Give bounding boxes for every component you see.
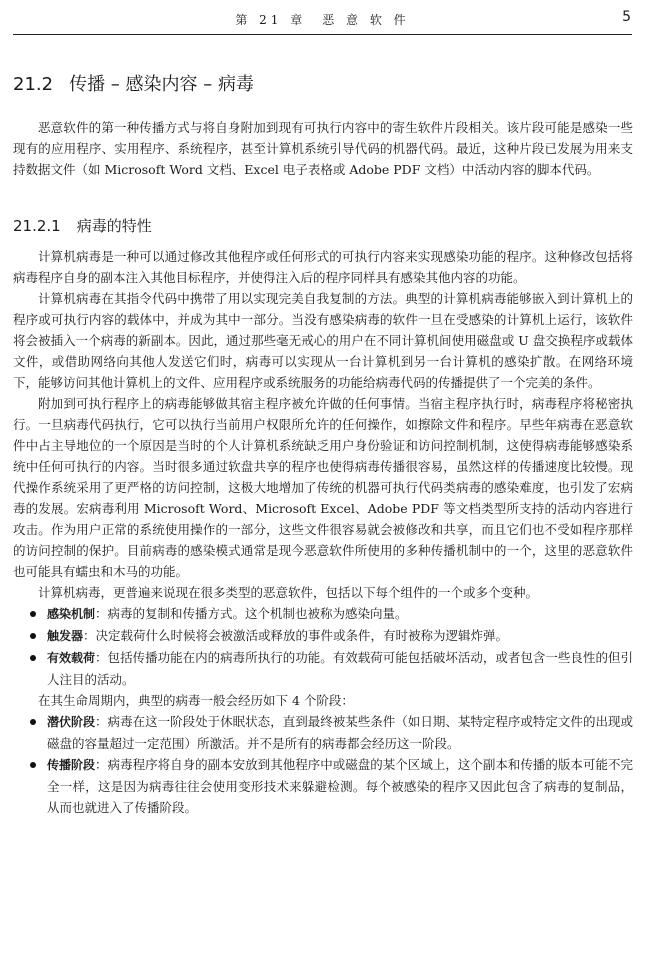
running-header bbox=[13, 8, 632, 35]
body-paragraph: 附加到可执行程序上的病毒能够做其宿主程序被允许做的任何事情。当宿主程序执行时，病毒程序将秘密执行。一旦病毒代码执行，它可以执行当前用户权限所允许的任何操作，如擦除文件和程序。早些年病毒在恶意软件中占主导地位的一个原因是当时的个人计算机系统缺乏用户身份验证和访问控制机制，这使得病毒能够感染系统中任何可执行的内容。当时很多通过软盘共享的程序也使得病毒传播很容易，虽然这样的传播速度比较慢。现代操作系统采用了更严格的访问控制，这极大地增加了传统的机器可执行代码类病毒的感染难度，也引发了宏病毒的发展。宏病毒利用 Microsoft Word、Microsoft Excel、Adobe PDF 等文档类型所支持的活动内容进行攻击。作为用户正常的系统使用操作的一部分，这些文件很容易就会被修改和共享，而且它们也不受如程序那样的访问控制的保护。目前病毒的感染模式通常是现今恶意软件所使用的多种传播机制中的一个，这里的恶意软件也可能具有蠕虫和木马的功能。 bbox=[13, 396, 633, 579]
section-heading bbox=[13, 70, 254, 96]
component-term: 感染机制 bbox=[47, 607, 96, 621]
subsection-title: 病毒的特性 bbox=[76, 217, 152, 235]
phase-term: 传播阶段 bbox=[47, 758, 96, 772]
list-item bbox=[13, 754, 633, 818]
page-number: 5 bbox=[622, 9, 631, 25]
virus-components-list bbox=[13, 603, 633, 690]
list-item bbox=[13, 625, 633, 647]
body-paragraph: 计算机病毒，更普遍来说现在很多类型的恶意软件，包括以下每个组件的一个或多个变种。 bbox=[38, 585, 539, 600]
phase-description: ：病毒在这一阶段处于休眠状态，直到最终被某些条件（如日期、某特定程序或特定文件的出现或磁盘的容量超过一定范围）所激活。并不是所有的病毒都会经历这一阶段。 bbox=[47, 714, 633, 751]
phases-intro-paragraph: 在其生命周期内，典型的病毒一般会经历如下 4 个阶段： bbox=[38, 693, 354, 708]
bullet-icon bbox=[30, 633, 36, 639]
section-number: 21.2 bbox=[13, 74, 54, 95]
section-title: 传播 – 感染内容 – 病毒 bbox=[69, 74, 254, 95]
component-term: 有效载荷 bbox=[47, 651, 96, 665]
component-description: ：包括传播功能在内的病毒所执行的功能。有效载荷可能包括破坏活动，或者包含一些良性的但引人注目的活动。 bbox=[47, 650, 633, 687]
bullet-icon bbox=[30, 762, 36, 768]
bullet-icon bbox=[30, 719, 36, 725]
phase-term: 潜伏阶段 bbox=[47, 715, 96, 729]
subsection-body bbox=[13, 246, 633, 818]
subsection-heading bbox=[13, 215, 152, 236]
body-paragraph: 计算机病毒在其指令代码中携带了用以实现完美自我复制的方法。典型的计算机病毒能够嵌入到计算机上的程序或可执行内容的载体中，并成为其中一部分。当没有感染病毒的软件一旦在受感染的计算机上运行，该软件将会被插入一个病毒的新副本。因此，通过那些毫无戒心的用户在不同计算机间使用磁盘或 U 盘交换程序或载体文件，或借助网络向其他人发送它们时，病毒可以实现从一台计算机到另一台计算机的感染扩散。在网络环境下，能够访问其他计算机上的文件、应用程序或系统服务的功能给病毒代码的传播提供了一个完美的条件。 bbox=[13, 291, 633, 390]
bullet-icon bbox=[30, 655, 36, 661]
phase-description: ：病毒程序将自身的副本安放到其他程序中或磁盘的某个区域上，这个副本和传播的版本可能不完全一样，这是因为病毒往往会使用变形技术来躲避检测。每个被感染的程序又因此包含了病毒的复制品，从而也就进入了传播阶段。 bbox=[47, 757, 633, 815]
component-term: 触发器 bbox=[47, 629, 84, 643]
bullet-icon bbox=[30, 611, 36, 617]
chapter-running-title: 第 21 章 恶 意 软 件 bbox=[235, 13, 410, 27]
section-intro-block bbox=[13, 117, 633, 180]
list-item bbox=[13, 647, 633, 690]
body-paragraph: 计算机病毒是一种可以通过修改其他程序或任何形式的可执行内容来实现感染功能的程序。这种修改包括将病毒程序自身的副本注入其他目标程序，并使得注入后的程序同样具有感染其他内容的功能。 bbox=[13, 249, 633, 285]
subsection-number: 21.2.1 bbox=[13, 217, 61, 235]
virus-phases-list bbox=[13, 711, 633, 818]
list-item bbox=[13, 603, 633, 625]
list-item bbox=[13, 711, 633, 754]
section-intro-paragraph: 恶意软件的第一种传播方式与将自身附加到现有可执行内容中的寄生软件片段相关。该片段可能是感染一些现有的应用程序、实用程序、系统程序，甚至计算机系统引导代码的机器代码。最近，这种片段已发展为用来支持数据文件（如 Microsoft Word 文档、Excel 电子表格或 Adobe PDF 文档）中活动内容的脚本代码。 bbox=[13, 120, 633, 177]
component-description: ：病毒的复制和传播方式。这个机制也被称为感染向量。 bbox=[95, 606, 408, 621]
component-description: ：决定载荷什么时候将会被激活或释放的事件或条件，有时被称为逻辑炸弹。 bbox=[83, 628, 509, 643]
